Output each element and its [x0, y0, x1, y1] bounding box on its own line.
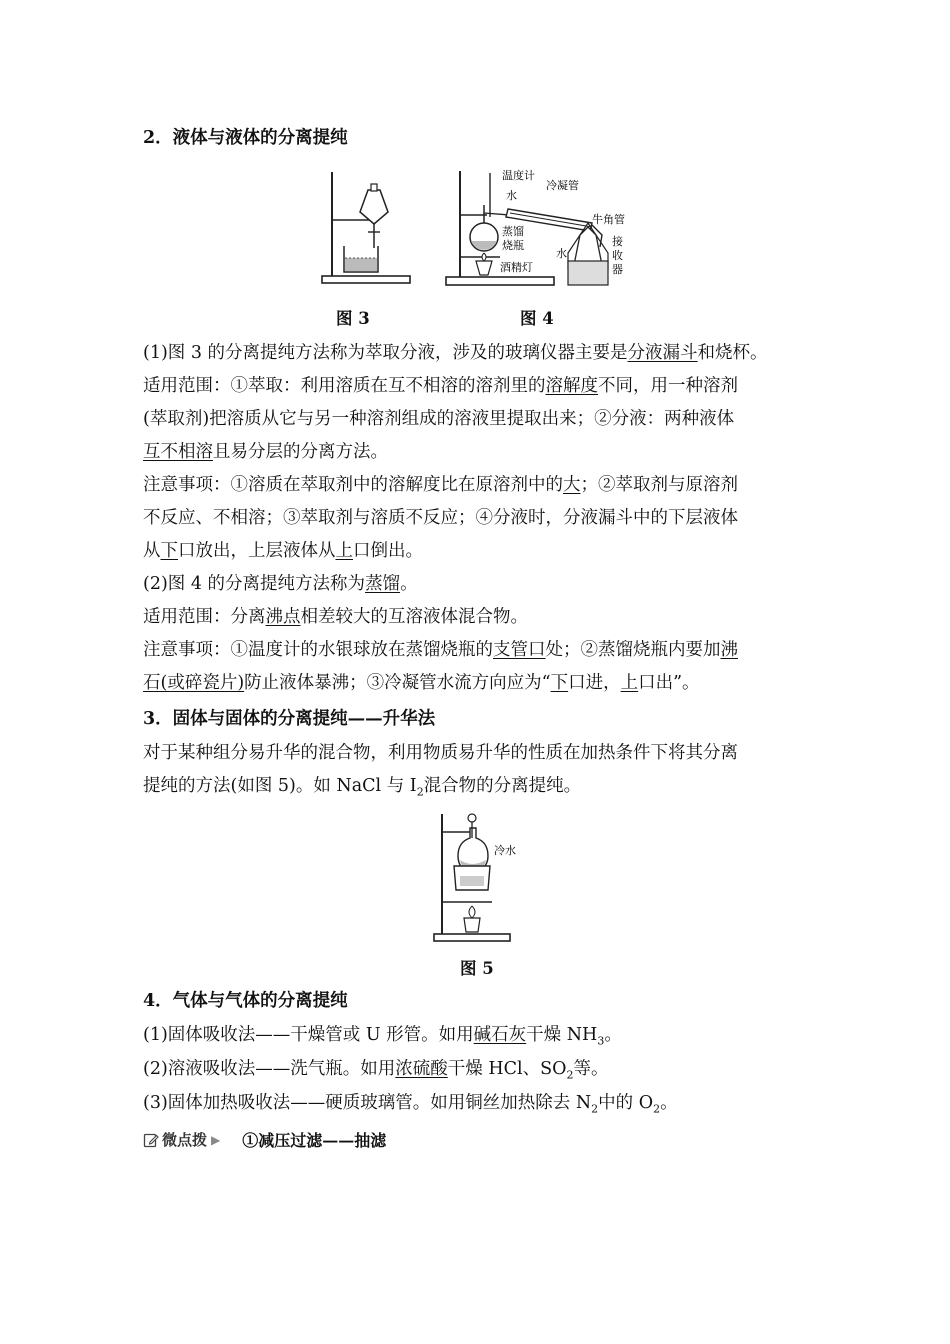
answer-conc-sulfuric-acid: 浓硫酸	[395, 1059, 448, 1079]
fig4-label-receiver-1: 接	[612, 235, 623, 248]
s2-line-9: 适用范围：分离沸点相差较大的互溶液体混合物。	[143, 607, 528, 627]
fig4-label-lamp: 酒精灯	[500, 261, 533, 274]
s2-line-7: 从下口放出，上层液体从上口倒出。	[143, 541, 423, 561]
s4-line-2: (2)溶液吸收法——洗气瓶。如用浓硫酸干燥 HCl、$SO_2$等。	[143, 1059, 609, 1082]
s2-line-10: 注意事项：①温度计的水银球放在蒸馏烧瓶的支管口处；②蒸馏烧瓶内要加沸	[143, 640, 738, 660]
figure-4-distillation	[442, 165, 642, 295]
answer-boiling-point: 沸点	[265, 607, 301, 627]
figure-5-caption: 图 5	[460, 959, 494, 978]
answer-boiling-chips-b: 石(或碎瓷片)	[143, 673, 245, 693]
tip-badge	[143, 1129, 207, 1150]
s2-line-2: 适用范围：①萃取：利用溶质在互不相溶的溶剂里的溶解度不同，用一种溶剂	[143, 376, 738, 396]
tip-badge-label: 微点拨	[162, 1131, 208, 1149]
answer-immiscible: 互不相溶	[143, 442, 213, 462]
figure-4-caption: 图 4	[520, 309, 554, 328]
answer-solubility: 溶解度	[545, 376, 598, 396]
answer-upper: 上	[335, 541, 353, 561]
s3-line-2: 提纯的方法(如图 5)。如 NaCl 与 $I_2$混合物的分离提纯。	[143, 776, 582, 799]
fig4-label-receiver-3: 器	[612, 263, 623, 276]
tip-row	[143, 1128, 386, 1151]
s2-line-8: (2)图 4 的分离提纯方法称为蒸馏。	[143, 574, 418, 594]
fig4-label-adapter: 牛角管	[592, 213, 625, 226]
answer-water-out: 上	[620, 673, 639, 693]
s2-line-3: (萃取剂)把溶质从它与另一种溶剂组成的溶液里提取出来；②分液：两种液体	[143, 409, 735, 429]
s3-line-1: 对于某种组分易升华的混合物，利用物质易升华的性质在加热条件下将其分离	[143, 743, 738, 763]
figure-3-separatory-funnel	[318, 168, 413, 291]
fig4-label-flask-1: 蒸馏	[502, 225, 524, 238]
figure-5-sublimation	[430, 810, 530, 949]
section-2-heading: 2．液体与液体的分离提纯	[143, 128, 348, 148]
figure-3-caption: 图 3	[336, 309, 370, 328]
fig4-label-water-top: 水	[506, 189, 517, 202]
s2-line-11: 石(或碎瓷片)防止液体暴沸；③冷凝管水流方向应为“下口进，上口出”。	[143, 673, 700, 693]
fig4-label-flask-2: 烧瓶	[502, 239, 524, 252]
answer-boiling-chips-a: 沸	[720, 640, 738, 660]
fig4-label-water-bottom: 水	[556, 247, 567, 260]
section-3-heading: 3．固体与固体的分离提纯——升华法	[143, 709, 436, 729]
s2-line-5: 注意事项：①溶质在萃取剂中的溶解度比在原溶剂中的大；②萃取剂与原溶剂	[143, 475, 738, 495]
tip-title: ①减压过滤——抽滤	[242, 1131, 387, 1150]
answer-distillation: 蒸馏	[365, 574, 401, 594]
answer-separatory-funnel: 分液漏斗	[627, 343, 698, 363]
answer-water-in: 下	[550, 673, 569, 693]
answer-larger: 大	[563, 475, 581, 495]
section-4-heading: 4．气体与气体的分离提纯	[143, 991, 348, 1011]
answer-branch-outlet: 支管口	[493, 640, 546, 660]
fig4-label-condenser: 冷凝管	[546, 179, 579, 192]
s4-line-3: (3)固体加热吸收法——硬质玻璃管。如用铜丝加热除去 $N_2$中的 $O_2$。	[143, 1093, 678, 1116]
s4-line-1: (1)固体吸收法——干燥管或 U 形管。如用碱石灰干燥 $NH_3$。	[143, 1025, 622, 1048]
answer-soda-lime: 碱石灰	[473, 1025, 527, 1045]
s2-line-6: 不反应、不相溶；③萃取剂与溶质不反应；④分液时，分液漏斗中的下层液体	[143, 508, 738, 528]
fig4-label-thermometer: 温度计	[502, 169, 535, 182]
fig4-label-receiver-2: 收	[612, 249, 623, 262]
play-arrow-icon: ▶	[211, 1132, 221, 1147]
fig5-label-cold-water: 冷水	[494, 844, 516, 857]
s2-line-1: (1)图 3 的分离提纯方法称为萃取分液，涉及的玻璃仪器主要是分液漏斗和烧杯。	[143, 343, 768, 363]
answer-lower: 下	[160, 541, 178, 561]
edit-icon	[143, 1132, 159, 1148]
s2-line-4: 互不相溶且易分层的分离方法。	[143, 442, 388, 462]
